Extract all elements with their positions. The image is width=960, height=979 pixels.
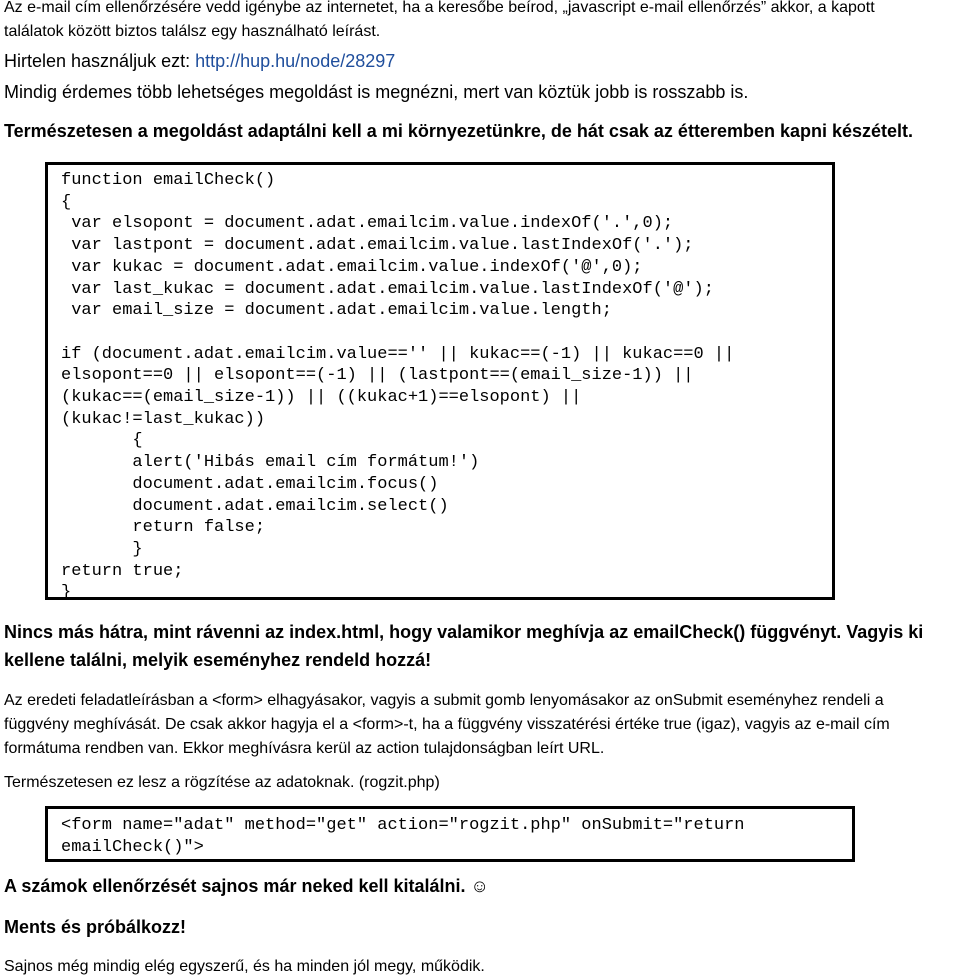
code-line: var kukac = document.adat.emailcim.value.indexOf('@',0); — [61, 257, 643, 277]
storage-note: Természetesen ez lesz a rögzítése az adatoknak. (rogzit.php) — [4, 774, 440, 791]
intro-line-1: Az e-mail cím ellenőrzésére vedd igénybe az internetet, ha a keresőbe beírod, „javascript e-mail ellenőrzés” akkor, a kapott — [4, 0, 875, 16]
closing-note: Sajnos még mindig elég egyszerű, és ha minden jól megy, működik. — [4, 958, 485, 975]
code-line: function emailCheck() — [61, 171, 276, 190]
code-line: document.adat.emailcim.select() — [61, 496, 449, 516]
code-line: return true; — [61, 561, 184, 581]
numbers-note: A számok ellenőrzését sajnos már neked kell kitalálni. ☺ — [4, 876, 489, 896]
intro-hint — [4, 48, 395, 75]
code-line: alert('Hibás email cím formátum!') — [61, 453, 480, 473]
code-line: var email_size = document.adat.emailcim.value.length; — [61, 301, 612, 321]
question-line-2: kellene találni, melyik eseményhez rendeld hozzá! — [4, 650, 432, 670]
code-line: var lastpont = document.adat.emailcim.value.lastIndexOf('.'); — [61, 236, 694, 256]
hup-link[interactable]: http://hup.hu/node/28297 — [195, 51, 396, 71]
code-block-emailcheck — [45, 162, 835, 603]
explanation-line-2: függvény meghívását. De csak akkor hagyja el a <form>-t, ha a függvény visszatérési értéke true (igaz), vagyis az e-mail cím — [4, 716, 890, 733]
code-line: document.adat.emailcim.focus() — [61, 474, 439, 494]
try-it: Ments és próbálkozz! — [4, 917, 187, 937]
explanation-line-3: formátuma rendben van. Ekkor meghívásra kerül az action tulajdonságban leírt URL. — [4, 740, 605, 757]
heading-adapt: Természetesen a megoldást adaptálni kell a mi környezetünkre, de hát csak az étteremben kapni készételt. — [4, 121, 914, 141]
code-line: emailCheck()"> — [61, 837, 204, 857]
code-line: return false; — [61, 518, 266, 538]
code-line: if (document.adat.emailcim.value=='' || kukac==(-1) || kukac==0 || — [61, 344, 735, 364]
code-line: { — [61, 431, 143, 451]
code-line: (kukac!=last_kukac)) — [61, 409, 266, 429]
code-line: (kukac==(email_size-1)) || ((kukac+1)==elsopont) || — [61, 388, 582, 408]
code-line: var last_kukac = document.adat.emailcim.value.lastIndexOf('@'); — [61, 279, 714, 299]
code-line: } — [61, 583, 72, 603]
intro-advice: Mindig érdemes több lehetséges megoldást is megnézni, mert van köztük jobb is rosszabb is. — [4, 82, 749, 102]
explanation-line-1: Az eredeti feladatleírásban a <form> elhagyásakor, vagyis a submit gomb lenyomásakor az onSubmit eseményhez rendeli a — [4, 692, 884, 709]
code-block-form — [45, 806, 855, 862]
code-line: { — [61, 192, 72, 212]
code-line — [61, 322, 832, 344]
intro-hint-prefix: Hirtelen használjuk ezt: — [4, 51, 196, 71]
intro-line-2: találatok között biztos találsz egy használható leírást. — [4, 23, 381, 40]
code-line: elsopont==0 || elsopont==(-1) || (lastpont==(email_size-1)) || — [61, 366, 694, 386]
question-line-1: Nincs más hátra, mint rávenni az index.html, hogy valamikor meghívja az emailCheck() függvényt. Vagyis ki — [4, 622, 924, 642]
code-line: var elsopont = document.adat.emailcim.value.indexOf('.',0); — [61, 214, 674, 234]
code-line: <form name="adat" method="get" action="rogzit.php" onSubmit="return — [61, 816, 745, 835]
code-line: } — [61, 539, 143, 559]
